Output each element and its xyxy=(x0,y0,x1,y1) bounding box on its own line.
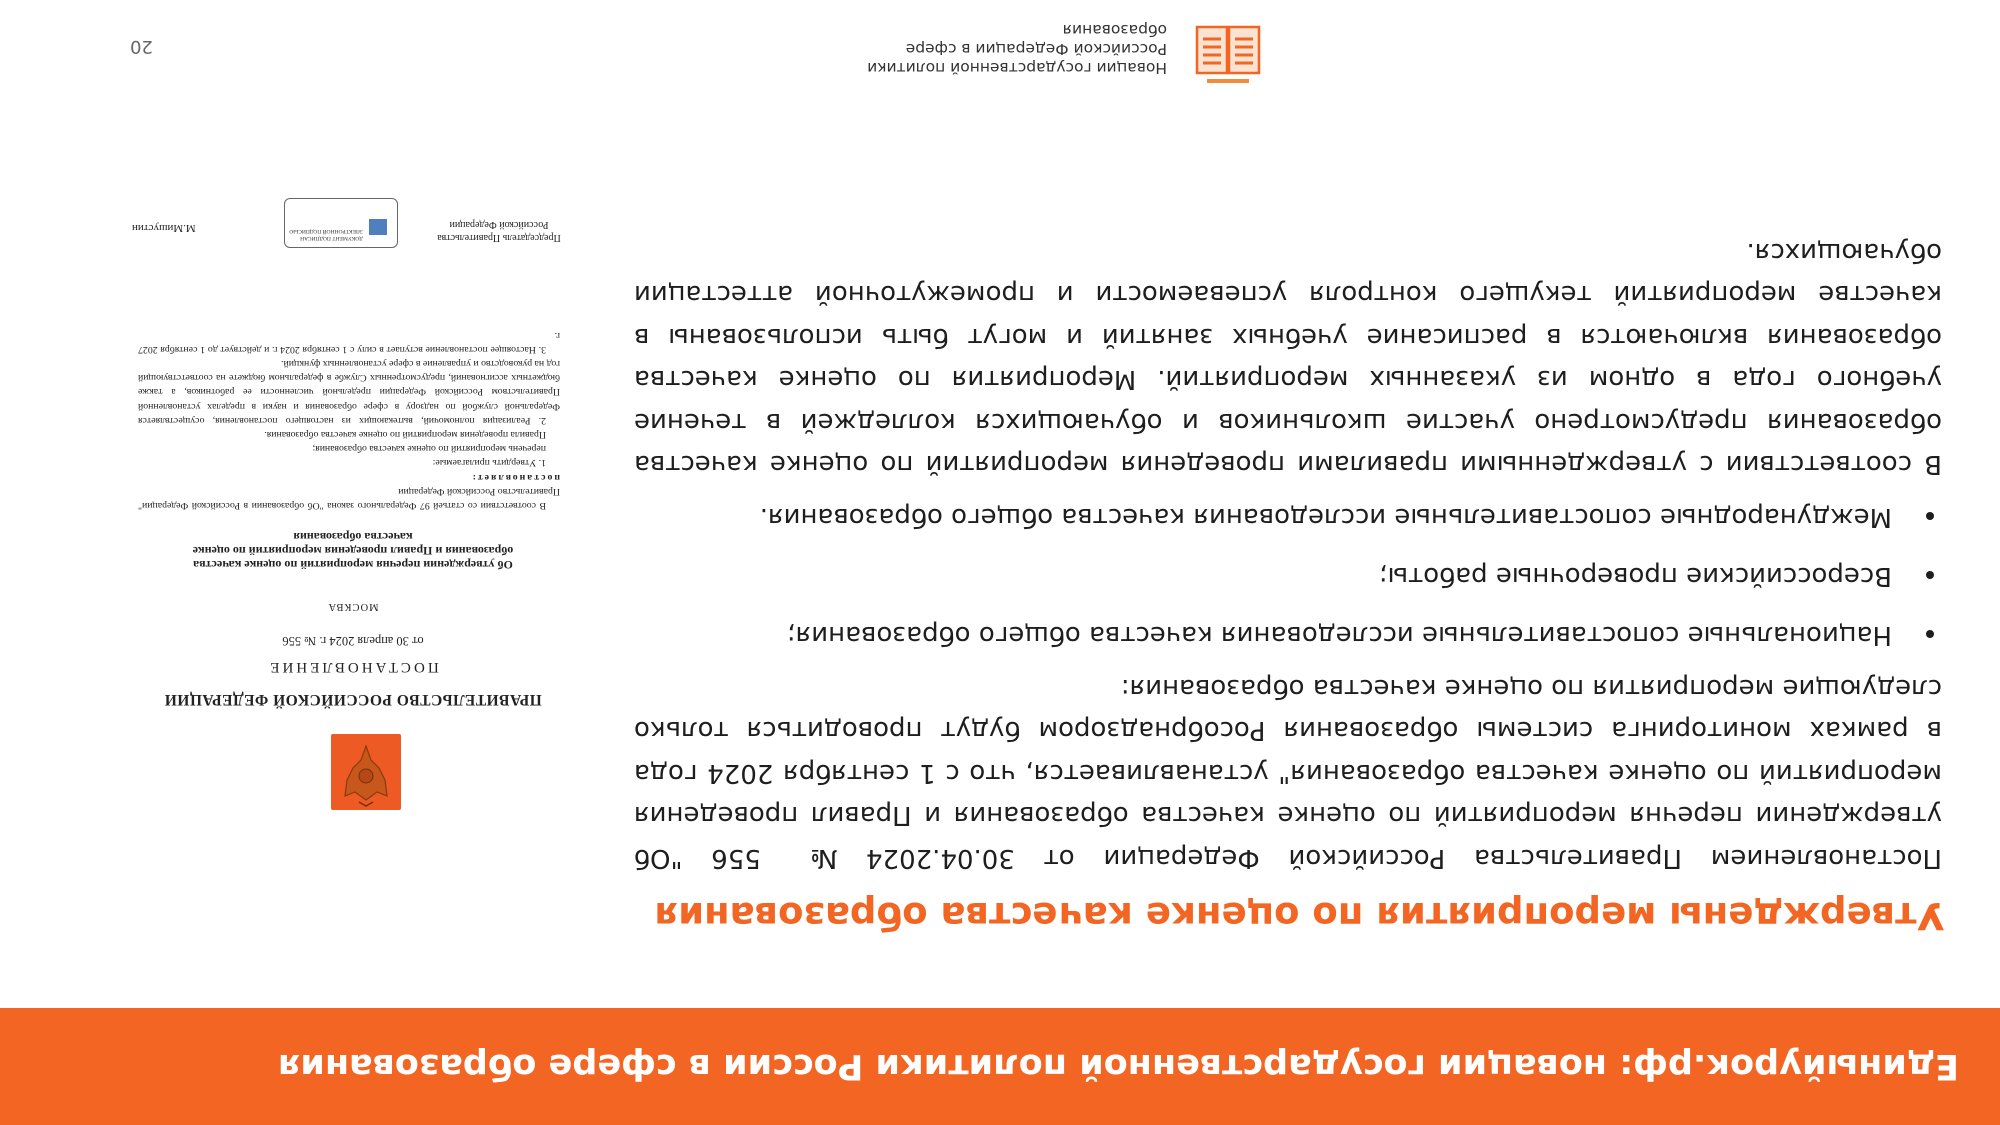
electronic-signature-stamp xyxy=(284,198,398,248)
slide-body xyxy=(634,231,1942,880)
footer-caption: Новации государственной политики Российской Федерации в сфере образования xyxy=(867,21,1167,77)
rules-paragraph: В соответствии с утвержденными правилами проведения мероприятий по оценке качества образования предусмотрено участие школьников и обучающихся колледжей в течение учебного года в одном из указанных мероприятий. Мероприятия по оценке качества образования включаются в расписание учебных занятий и могут быть использованы в качестве мероприятий текущего контроля успеваемости и промежуточной аттестации обучающихся. xyxy=(634,237,1942,480)
decree-signer-name: М.Мишустин xyxy=(132,222,196,234)
decree-title: Об утверждении перечня мероприятий по оценке качества образования и Правил проведения мероприятий по оценке качества образования xyxy=(192,530,514,572)
decree-item: 3. Настоящее постановление вступает в силу с 1 сентября 2024 г. и действует до 1 сентября 2027 г. xyxy=(138,329,560,355)
decree-government: ПРАВИТЕЛЬСТВО РОССИЙСКОЙ ФЕДЕРАЦИИ xyxy=(164,691,542,708)
decree-item: перечень мероприятий по оценке качества образования; xyxy=(312,443,546,455)
list-item xyxy=(634,547,1942,606)
decree-city: МОСКВА xyxy=(327,601,379,612)
list-item-text: Международные сопоставительные исследования качества общего образования. xyxy=(759,502,1892,533)
decree-item: Правила проведения мероприятий по оценке качества образования. xyxy=(264,428,546,440)
decree-type: ПОСТАНОВЛЕНИЕ xyxy=(267,659,439,675)
assessment-list xyxy=(634,488,1942,665)
decree-item: 2. Реализация полномочий, вытекающих из настоящего постановления, осуществляется Федеральной службой по надзору в сфере образования и науки в пределах установленной Правительством Российской Федерации предельной численности ее работников, а также бюджетных ассигнований, предусмотренных Службе в федеральном бюджете на соответствующий год на руководство и управление в сфере установленных функций. xyxy=(138,357,560,426)
list-item xyxy=(634,488,1942,547)
russian-coat-of-arms-icon xyxy=(331,734,401,810)
stamp-text: ДОКУМЕНТ ПОДПИСАН ЭЛЕКТРОННОЙ ПОДПИСЬЮ xyxy=(289,228,363,241)
list-item-text: Всероссийские проверочные работы; xyxy=(1378,561,1892,592)
intro-paragraph: Постановлением Правительства Российской Федерации от 30.04.2024 № 556 "Об утверждении перечня мероприятий по оценке качества образования и Правил проведения мероприятий по оценке качества образования" устанавливается, что с 1 сентября 2024 года в рамках мониторинга системы образования Рособрнадзором будут проводиться только следующие мероприятия по оценке качества образования: xyxy=(634,673,1942,873)
list-item xyxy=(634,606,1942,665)
decree-date: от 30 апреля 2024 г. № 556 xyxy=(282,634,424,648)
list-item-text: Национальные сопоставительные исследования качества общего образования; xyxy=(786,620,1892,651)
bullet-icon xyxy=(1926,572,1934,580)
bullet-icon xyxy=(1926,631,1934,639)
decree-document-image xyxy=(132,200,574,810)
slide-title: Утверждены мероприятия по оценке качества образования xyxy=(654,894,1945,937)
bullet-icon xyxy=(1926,513,1934,521)
decree-intro: В соответствии со статьей 97 Федерального закона "Об образовании в Российской Федерации" Правительство Российской Федерации xyxy=(138,485,560,511)
decree-item: 1. Утвердить прилагаемые: xyxy=(432,457,546,469)
page-number: 20 xyxy=(130,36,153,57)
decree-text xyxy=(138,327,560,512)
header-banner xyxy=(0,1008,2000,1125)
signature-icon xyxy=(369,219,387,235)
decree-decides: постановляет: xyxy=(470,471,560,483)
open-book-icon xyxy=(1193,23,1263,85)
decree-signer-title: Председатель Правительства Российской Федерации xyxy=(437,219,561,243)
banner-title: Единыйурок.рф: новации государственной политики России в сфере образования xyxy=(277,1046,1959,1087)
